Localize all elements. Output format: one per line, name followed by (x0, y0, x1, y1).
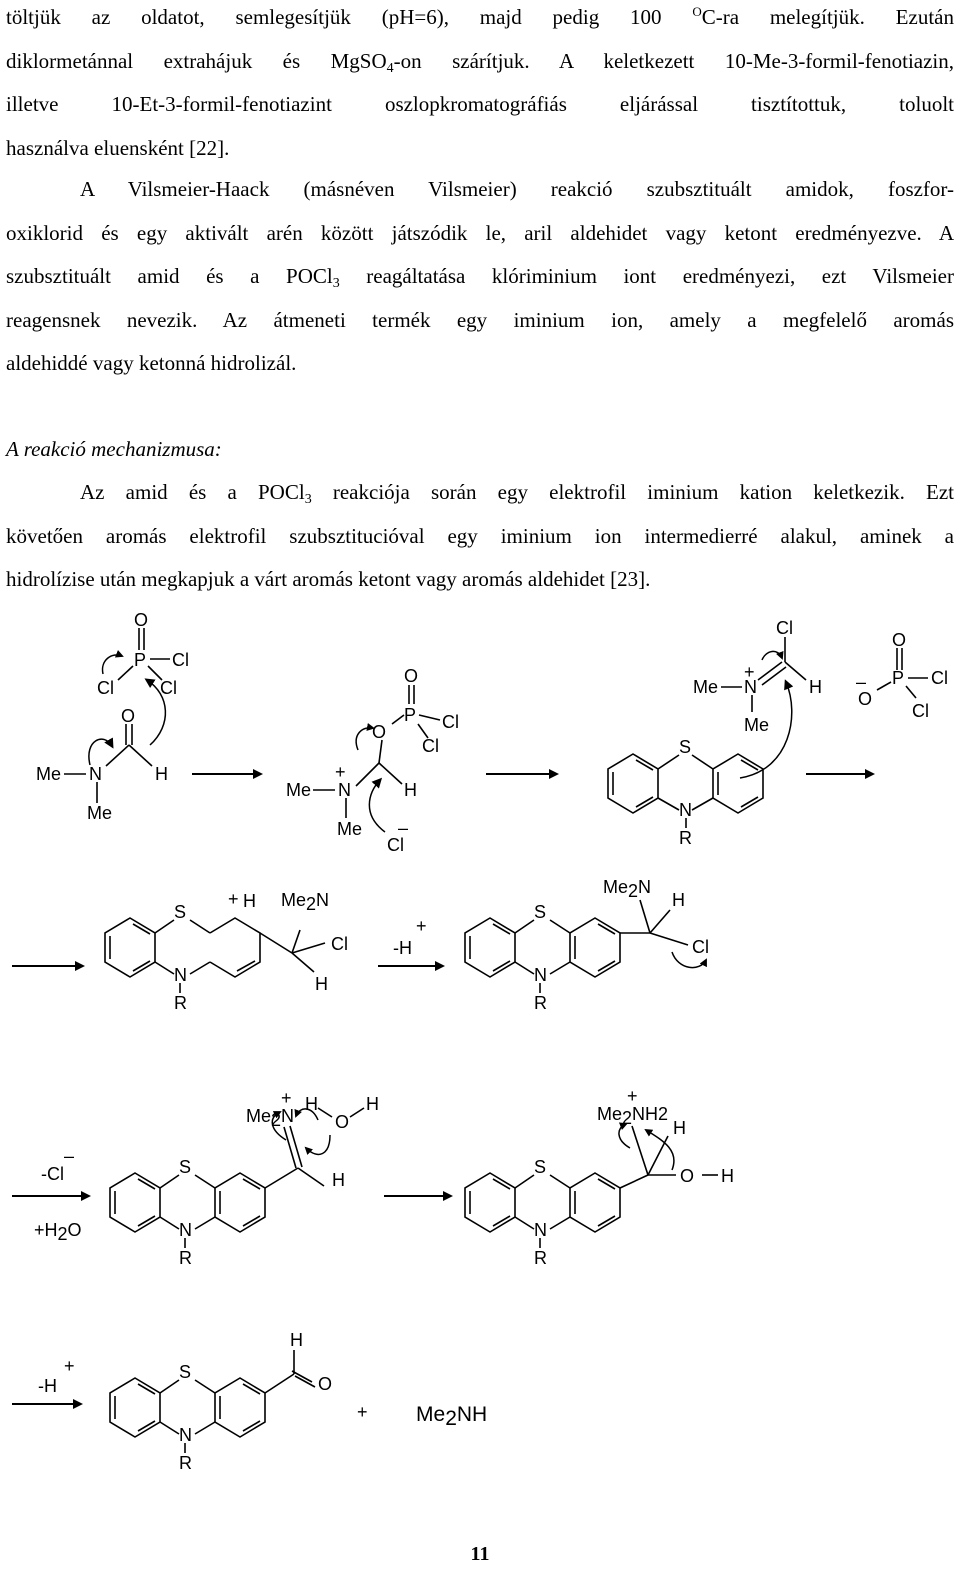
curved-arrow (619, 1124, 674, 1170)
atom-me: Me (337, 819, 363, 839)
atom-h: H (305, 1094, 318, 1114)
hemiaminal-molecule (465, 1126, 718, 1248)
atom-o: O (858, 689, 873, 709)
atom-me: Me (744, 715, 770, 735)
atom-p: P (134, 650, 147, 670)
paragraph-2-line-3: szubsztituált amid és a POCl$_3$ reagáltatása klóriminium iont eredményezi, ezt Vilsmeier (6, 264, 954, 292)
page-number: 11 (470, 1543, 490, 1565)
reaction-mechanism-scheme (0, 600, 960, 1520)
atom-n: N (679, 800, 692, 820)
charge-plus: + (335, 762, 346, 782)
atom-r: R (679, 828, 692, 848)
atom-r: R (174, 993, 187, 1013)
paragraph-3-line-1: Az amid és a POCl$_3$ reakciója során egy elektrofil iminium kation keletkezik. Ezt (80, 480, 954, 507)
atom-n: N (534, 1220, 547, 1240)
atom-cl: Cl (422, 736, 439, 756)
paragraph-2-line-1: A Vilsmeier-Haack (másnéven Vilsmeier) reakció szubsztituált amidok, foszfor- (80, 177, 954, 201)
atom-cl: Cl (912, 701, 929, 721)
atom-n: N (338, 780, 351, 800)
atom-cl: Cl (442, 712, 459, 732)
atom-r: R (179, 1453, 192, 1473)
loss-of-proton-label: -H (38, 1376, 57, 1396)
dmf-molecule (64, 724, 152, 803)
atom-me: Me2N (281, 890, 330, 914)
atom-h: H (366, 1094, 379, 1114)
atom-cl: Cl (160, 678, 177, 698)
atom-me: Me (693, 677, 719, 697)
atom-h: H (672, 890, 685, 910)
atom-n: N (744, 677, 757, 697)
atom-cl: Cl (331, 934, 348, 954)
atom-h: H (809, 677, 822, 697)
atom-cl: Cl (172, 650, 189, 670)
atom-me: Me (286, 780, 312, 800)
atom-o: O (680, 1166, 695, 1186)
atom-cl: Cl (692, 937, 709, 957)
adduct-molecule (313, 685, 440, 818)
paragraph-1-line-2: diklormetánnal extrahájuk és MgSO$_4$-on szárítjuk. A keletkezett 10-Me-3-formil-fenotiazin, (6, 48, 955, 76)
paragraph-2-line-2: oxiklorid és egy aktivált arén között játszódik le, aril aldehidet vagy ketont eredményezve. A (6, 220, 954, 245)
dimethylamine-label: Me2NH (416, 1403, 488, 1430)
substituted-phenothiazine-molecule (465, 900, 688, 993)
atom-me: Me (36, 764, 62, 784)
paragraph-1 (6, 0, 954, 170)
atom-n: N (179, 1425, 192, 1445)
atom-cl: Cl (97, 678, 114, 698)
charge-plus: + (281, 1088, 292, 1108)
atom-me: Me2N (603, 877, 652, 901)
paragraph-3-line-2: követően aromás elektrofil szubsztitucióval egy iminium ion intermedierré alakul, aminek a (6, 523, 954, 548)
atom-o: O (134, 610, 149, 630)
atom-o: O (404, 666, 419, 686)
atom-h: H (404, 780, 417, 800)
sigma-complex-molecule (105, 918, 325, 993)
atom-h: H (721, 1166, 734, 1186)
atom-s: S (534, 1157, 547, 1177)
charge-plus: + (416, 916, 427, 936)
atom-o: O (372, 722, 387, 742)
atom-r: R (534, 1248, 547, 1268)
iminium-intermediate-molecule (110, 1108, 364, 1248)
atom-h: H (290, 1330, 303, 1350)
paragraph-1-line-1: töltjük az oldatot, semlegesítjük (pH=6), majd pedig 100 $^O$C-ra melegítjük. Ezután (6, 4, 954, 29)
atom-n: N (534, 965, 547, 985)
vilsmeier-reagent-molecule (721, 637, 806, 712)
atom-n: N (89, 764, 102, 784)
atom-cl: Cl (387, 835, 404, 855)
paragraph-3 (6, 471, 954, 602)
paragraph-2-line-5: aldehiddé vagy ketonná hidrolizál. (6, 351, 297, 376)
charge-minus: – (64, 1146, 75, 1166)
curved-arrow (356, 728, 385, 832)
atom-n: N (179, 1220, 192, 1240)
plus-sign: + (357, 1402, 368, 1422)
atom-s: S (174, 902, 187, 922)
paragraph-2 (6, 168, 954, 386)
atom-s: S (179, 1362, 192, 1382)
atom-me: Me2N (246, 1106, 295, 1130)
atom-o: O (892, 630, 907, 650)
add-water-label: +H2O (34, 1220, 82, 1244)
atom-h: H (155, 764, 168, 784)
paragraph-1-line-3: illetve 10-Et-3-formil-fenotiazint oszlopkromatográfiás eljárással tisztítottuk, toluolt (6, 92, 954, 117)
atom-cl: Cl (931, 668, 948, 688)
atom-o: O (121, 706, 136, 726)
atom-me: Me2NH2 (597, 1104, 669, 1128)
paragraph-1-line-4: használva eluensként [22]. (6, 135, 230, 160)
charge-plus: + (627, 1086, 638, 1106)
atom-p: P (404, 705, 417, 725)
paragraph-2-line-4: reagensnek nevezik. Az átmeneti termék egy iminium ion, amely a megfelelő aromás (6, 307, 954, 332)
loss-of-chloride-label: -Cl (41, 1164, 64, 1184)
atom-o: O (318, 1374, 333, 1394)
atom-s: S (534, 902, 547, 922)
charge-plus: + (228, 889, 239, 909)
atom-s: S (179, 1157, 192, 1177)
section-heading: A reakció mechanizmusa: (6, 437, 222, 461)
charge-minus: – (398, 818, 409, 838)
atom-cl: Cl (776, 618, 793, 638)
charge-plus: + (744, 662, 755, 682)
atom-p: P (892, 668, 905, 688)
atom-r: R (534, 993, 547, 1013)
atom-r: R (179, 1248, 192, 1268)
formyl-phenothiazine-molecule (110, 1350, 315, 1453)
charge-minus: – (856, 672, 867, 692)
atom-me: Me (87, 803, 113, 823)
atom-n: N (174, 965, 187, 985)
charge-plus: + (64, 1356, 75, 1376)
atom-h: H (243, 891, 256, 911)
atom-s: S (679, 737, 692, 757)
paragraph-3-line-3: hidrolízise után megkapjuk a várt aromás ketont vagy aromás aldehidet [23]. (6, 567, 651, 592)
atom-h: H (315, 974, 328, 994)
atom-h: H (673, 1118, 686, 1138)
atom-o: O (335, 1112, 350, 1132)
loss-of-proton-label: -H (393, 938, 412, 958)
atom-h: H (332, 1170, 345, 1190)
